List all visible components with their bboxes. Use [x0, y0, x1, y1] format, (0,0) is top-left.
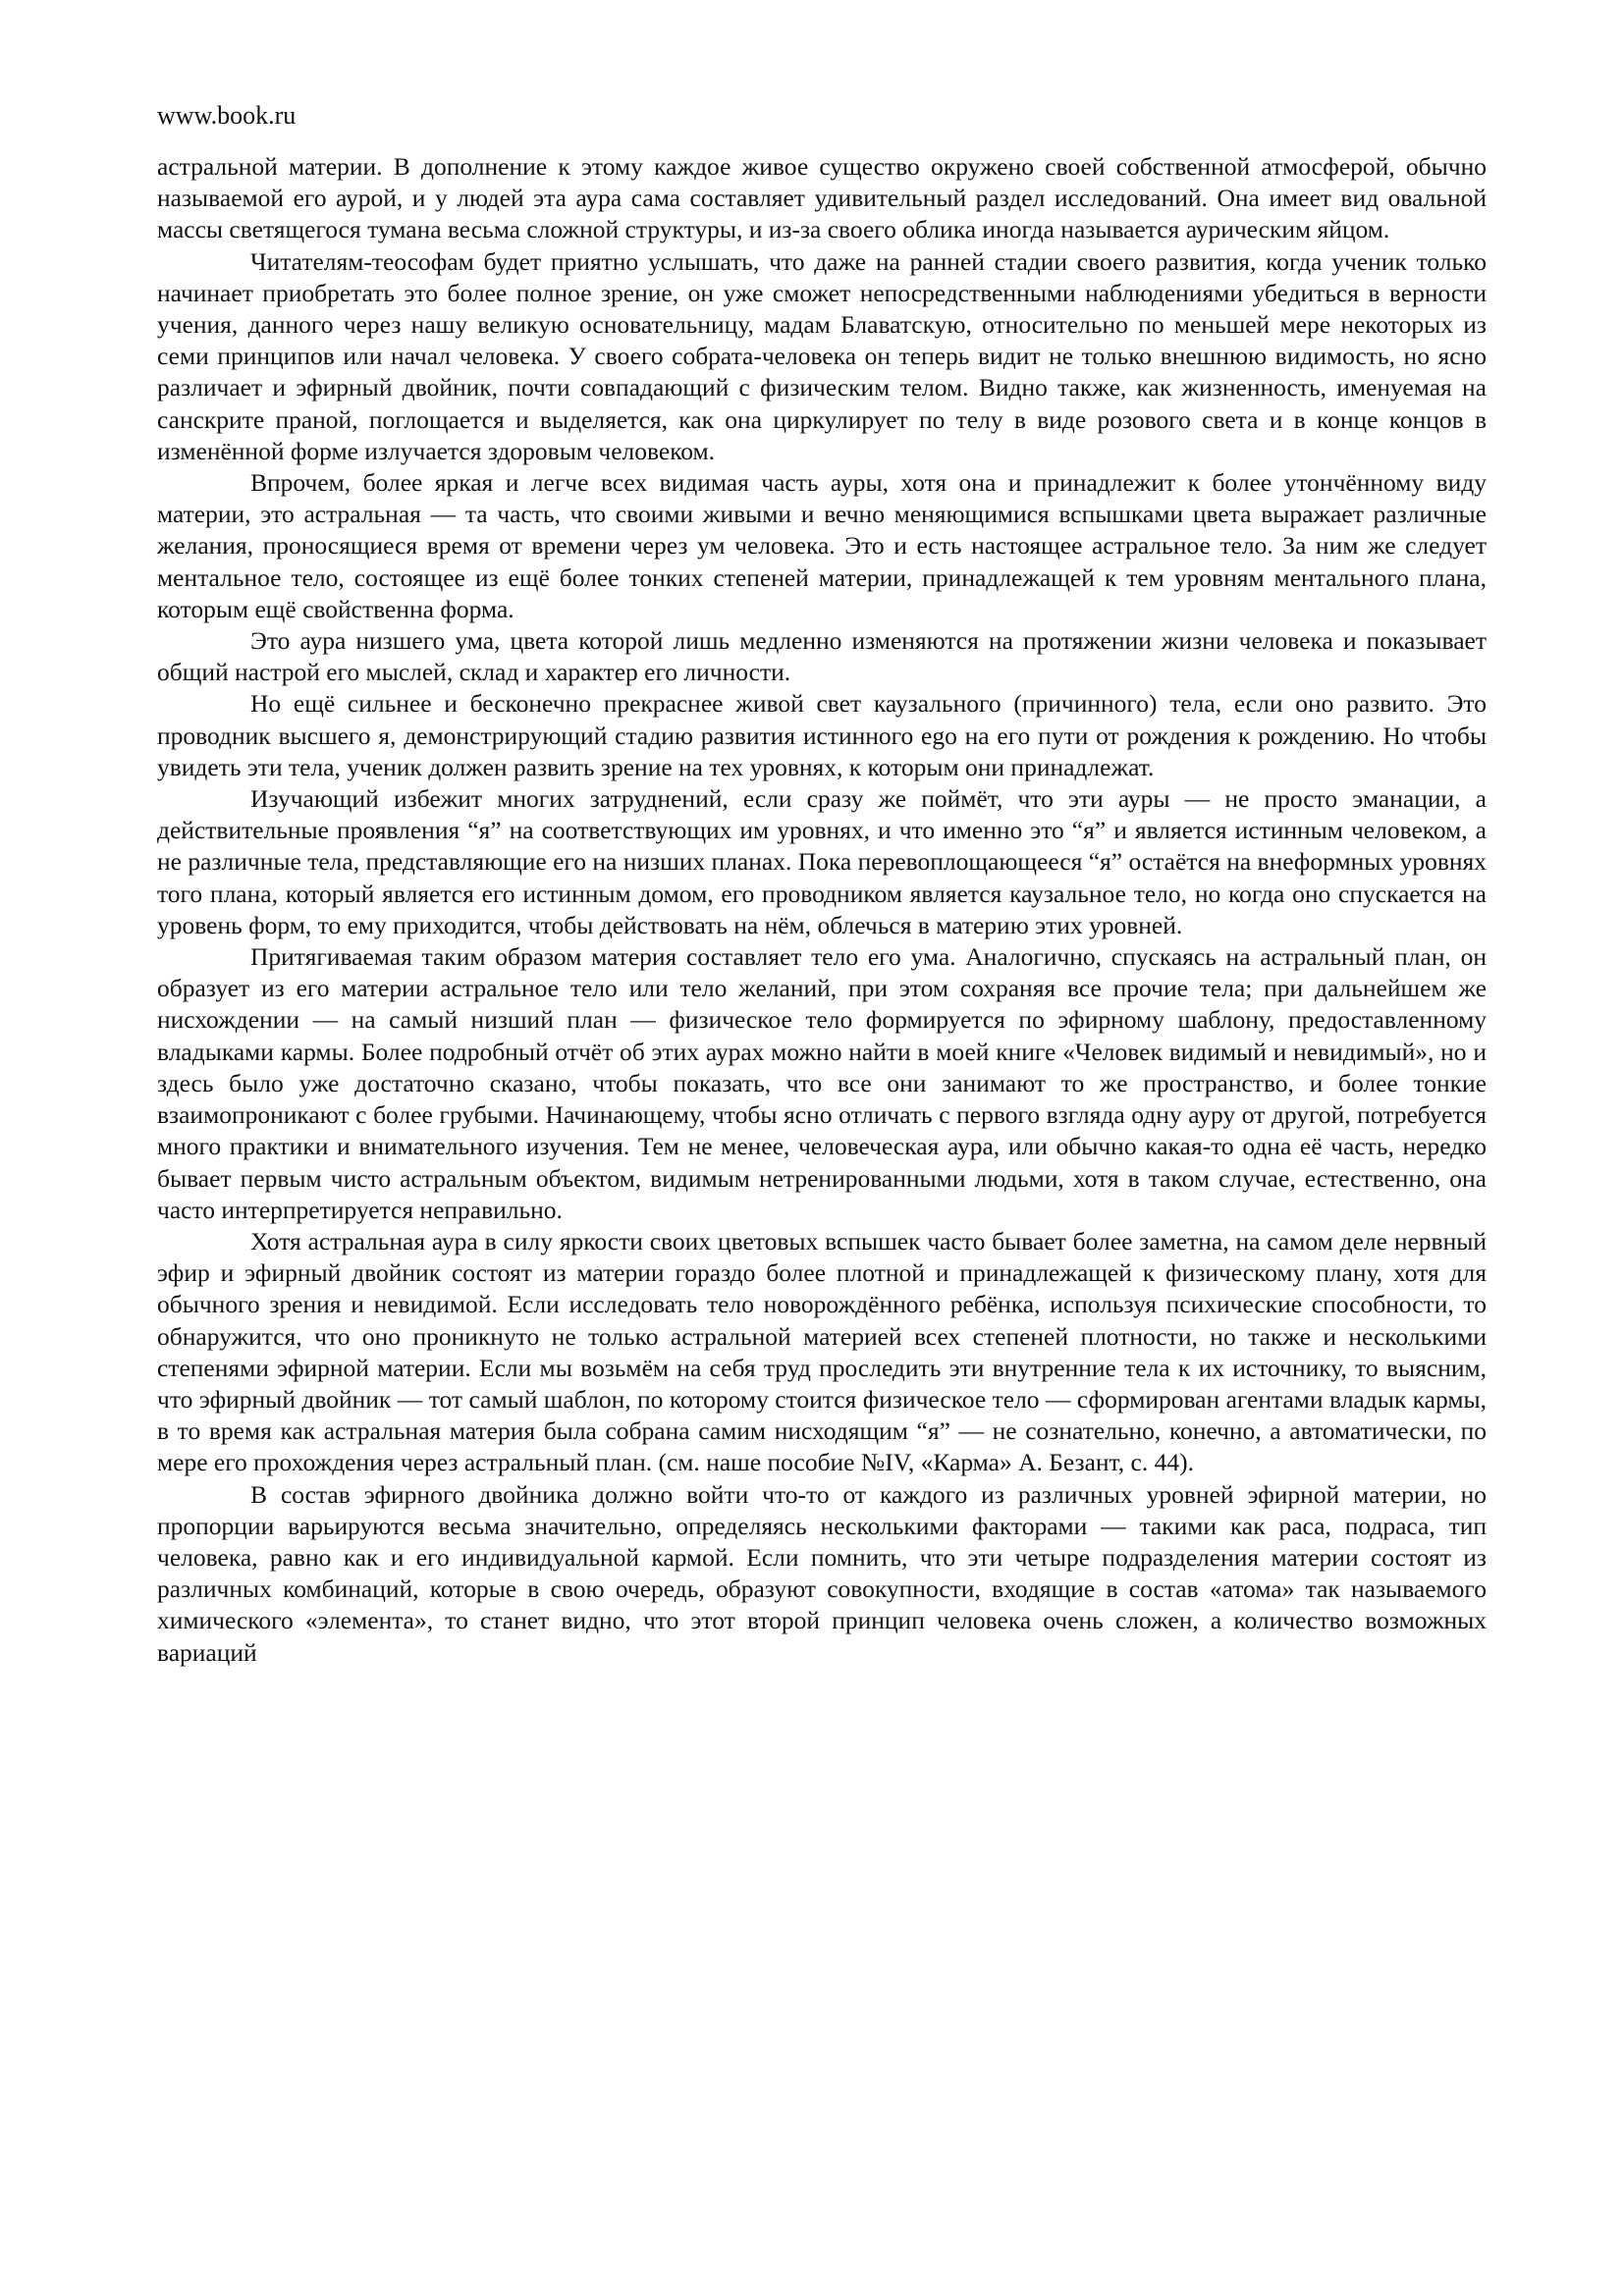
- paragraph-2: Читателям-теософам будет приятно услышать, что даже на ранней стадии своего развития, когда ученик только начинает приобретать это более полное зрение, он уже сможет непосредственными наблюдениями убедиться в верности учения, данного через нашу великую основательницу, мадам Блаватскую, относительно по меньшей мере некоторых из семи принципов или начал человека. У своего собрата-человека он теперь видит не только внешнюю видимость, но ясно различает и эфирный двойник, почти совпадающий с физическим телом. Видно также, как жизненность, именуемая на санскрите праной, поглощается и выделяется, как она циркулирует по телу в виде розового света и в конце концов в изменённой форме излучается здоровым человеком.: [157, 246, 1487, 465]
- paragraph-6: Изучающий избежит многих затруднений, если сразу же поймёт, что эти ауры — не просто эманации, а действительные проявления “я” на соответствующих им уровнях, и что именно это “я” и является истинным человеком, а не различные тела, представляющие его на низших планах. Пока перевоплощающееся “я” остаётся на внеформных уровнях того плана, который является его истинным домом, его проводником является каузальное тело, но когда оно спускается на уровень форм, то ему приходится, чтобы действовать на нём, облечься в материю этих уровней.: [157, 784, 1487, 939]
- paragraph-3: Впрочем, более яркая и легче всех видимая часть ауры, хотя она и принадлежит к более утончённому виду материи, это астральная — та часть, что своими живыми и вечно меняющимися вспышками цвета выражает различные желания, проносящиеся время от времени через ум человека. Это и есть настоящее астральное тело. За ним же следует ментальное тело, состоящее из ещё более тонких степеней материи, принадлежащей к тем уровням ментального плана, которым ещё свойственна форма.: [157, 468, 1487, 623]
- paragraph-9: В состав эфирного двойника должно войти что-то от каждого из различных уровней эфирной материи, но пропорции варьируются весьма значительно, определяясь несколькими факторами — такими как раса, подраса, тип человека, равно как и его индивидуальной кармой. Если помнить, что эти четыре подразделения материи состоят из различных комбинаций, которые в свою очередь, образуют совокупности, входящие в состав «атома» так называемого химического «элемента», то станет видно, что этот второй принцип человека очень сложен, а количество возможных вариаций: [157, 1479, 1487, 1667]
- site-url-header: www.book.ru: [157, 101, 297, 130]
- document-page: [157, 98, 1487, 1669]
- paragraph-8: Хотя астральная аура в силу яркости своих цветовых вспышек часто бывает более заметна, на самом деле нервный эфир и эфирный двойник состоят из материи гораздо более плотной и принадлежащей к физическому плану, хотя для обычного зрения и невидимой. Если исследовать тело новорождённого ребёнка, используя психические способности, то обнаружится, что оно проникнуто не только астральной материей всех степеней плотности, но также и несколькими степенями эфирной материи. Если мы возьмём на себя труд проследить эти внутренние тела к их источнику, то выясним, что эфирный двойник — тот самый шаблон, по которому стоится физическое тело — сформирован агентами владык кармы, в то время как астральная материя была собрана самим нисходящим “я” — не сознательно, конечно, а автоматически, по мере его прохождения через астральный план. (см. наше пособие №IV, «Карма» А. Безант, с. 44).: [157, 1226, 1487, 1477]
- paragraph-4: Это аура низшего ума, цвета которой лишь медленно изменяются на протяжении жизни человека и показывает общий настрой его мыслей, склад и характер его личности.: [157, 626, 1487, 687]
- paragraph-7: Притягиваемая таким образом материя составляет тело его ума. Аналогично, спускаясь на астральный план, он образует из его материи астральное тело или тело желаний, при этом сохраняя все прочие тела; при дальнейшем же нисхождении — на самый низший план — физическое тело формируется по эфирному шаблону, предоставленному владыками кармы. Более подробный отчёт об этих аурах можно найти в моей книге «Человек видимый и невидимый», но и здесь было уже достаточно сказано, чтобы показать, что все они занимают то же пространство, и более тонкие взаимопроникают с более грубыми. Начинающему, чтобы ясно отличать с первого взгляда одну ауру от другой, потребуется много практики и внимательного изучения. Тем не менее, человеческая аура, или обычно какая-то одна её часть, нередко бывает первым чисто астральным объектом, видимым нетренированными людьми, хотя в таком случае, естественно, она часто интерпретируется неправильно.: [157, 942, 1487, 1224]
- paragraph-5: Но ещё сильнее и бесконечно прекраснее живой свет каузального (причинного) тела, если оно развито. Это проводник высшего я, демонстрирующий стадию развития истинного ego на его пути от рождения к рождению. Но чтобы увидеть эти тела, ученик должен развить зрение на тех уровнях, к которым они принадлежат.: [157, 689, 1487, 781]
- paragraph-1: астральной материи. В дополнение к этому каждое живое существо окружено своей собственной атмосферой, обычно называемой его аурой, и у людей эта аура сама составляет удивительный раздел исследований. Она имеет вид овальной массы светящегося тумана весьма сложной структуры, и из-за своего облика иногда называется аурическим яйцом.: [157, 152, 1487, 244]
